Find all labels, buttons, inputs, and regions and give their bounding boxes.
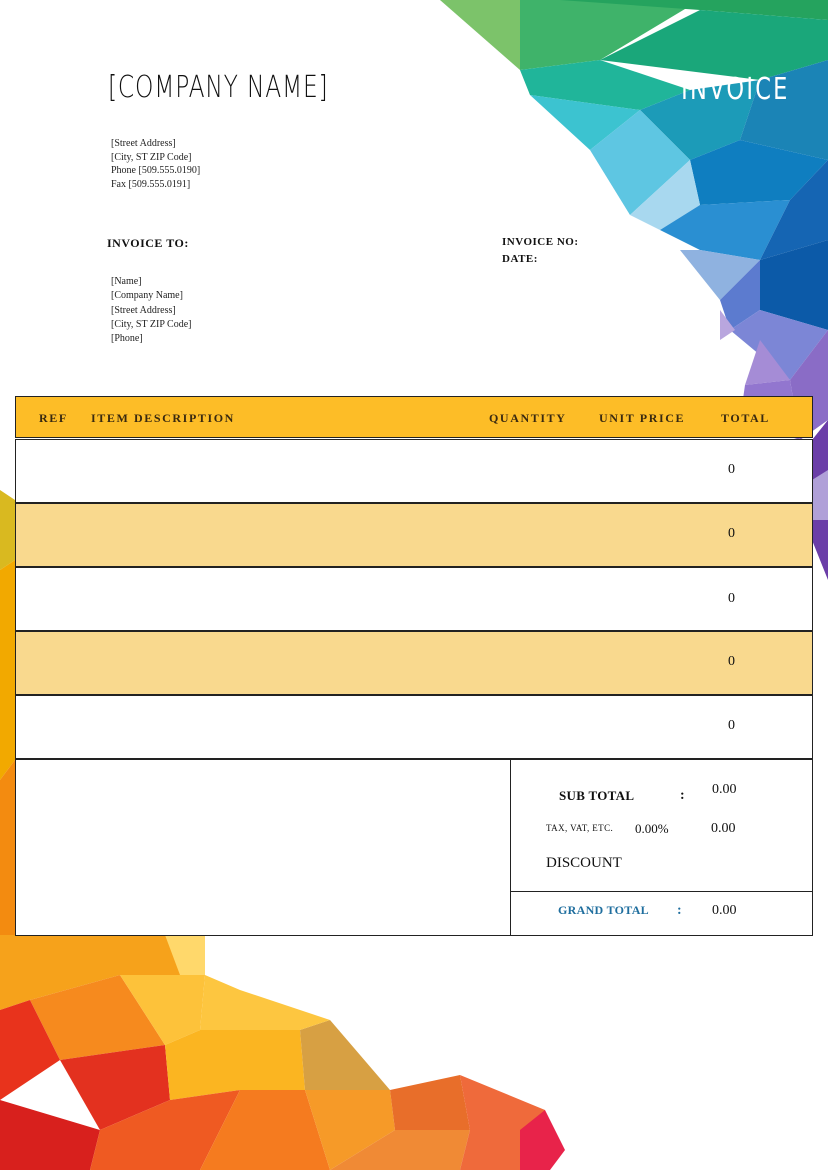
header-quantity: QUANTITY: [489, 411, 567, 425]
company-name: [COMPANY NAME]: [108, 70, 329, 105]
header-description: ITEM DESCRIPTION: [91, 411, 235, 425]
bill-to-address: [111, 275, 191, 346]
bill-to-line: [Company Name]: [111, 290, 183, 302]
address-line: [Street Address]: [111, 138, 176, 149]
header-unit-price: UNIT PRICE: [599, 411, 686, 425]
discount-label: DISCOUNT: [546, 855, 622, 871]
table-row[interactable]: [15, 439, 813, 503]
bill-to-line: [Street Address]: [111, 304, 176, 316]
bill-to-line: [City, ST ZIP Code]: [111, 318, 192, 330]
totals-section: [15, 759, 813, 936]
divider: [510, 760, 511, 935]
tax-label: TAX, VAT, ETC.: [546, 823, 614, 833]
document-title: INVOICE: [681, 72, 790, 107]
invoice-no-label: INVOICE NO:: [502, 236, 579, 248]
phone-line: Phone [509.555.0190]: [111, 165, 201, 176]
tax-rate: 0.00%: [635, 821, 669, 836]
notes-area[interactable]: [16, 760, 510, 935]
bill-to-line: [Name]: [111, 276, 142, 287]
divider: [510, 891, 812, 892]
grand-total-value: 0.00: [712, 903, 737, 918]
row-total: 0: [728, 526, 735, 541]
fax-line: Fax [509.555.0191]: [111, 178, 191, 190]
grand-total-label: GRAND TOTAL: [558, 903, 649, 917]
table-row[interactable]: [15, 695, 813, 759]
company-address: [111, 137, 200, 191]
table-row[interactable]: [15, 503, 813, 567]
row-total: 0: [728, 718, 735, 733]
address-line: [City, ST ZIP Code]: [111, 151, 192, 163]
row-total: 0: [728, 654, 735, 669]
subtotal-label: SUB TOTAL: [559, 788, 635, 803]
header-total: TOTAL: [721, 411, 770, 425]
subtotal-value: 0.00: [712, 782, 737, 797]
grand-total-colon: :: [677, 903, 682, 918]
bill-to-line: [Phone]: [111, 333, 143, 345]
tax-value: 0.00: [711, 821, 736, 836]
row-total: 0: [728, 591, 735, 606]
table-header: [15, 396, 813, 438]
subtotal-colon: :: [680, 788, 685, 803]
row-total: 0: [728, 462, 735, 477]
invoice-to-label: INVOICE TO:: [107, 236, 189, 250]
date-label: DATE:: [502, 253, 538, 265]
header-ref: REF: [39, 411, 68, 425]
table-row[interactable]: [15, 567, 813, 631]
table-row[interactable]: [15, 631, 813, 695]
